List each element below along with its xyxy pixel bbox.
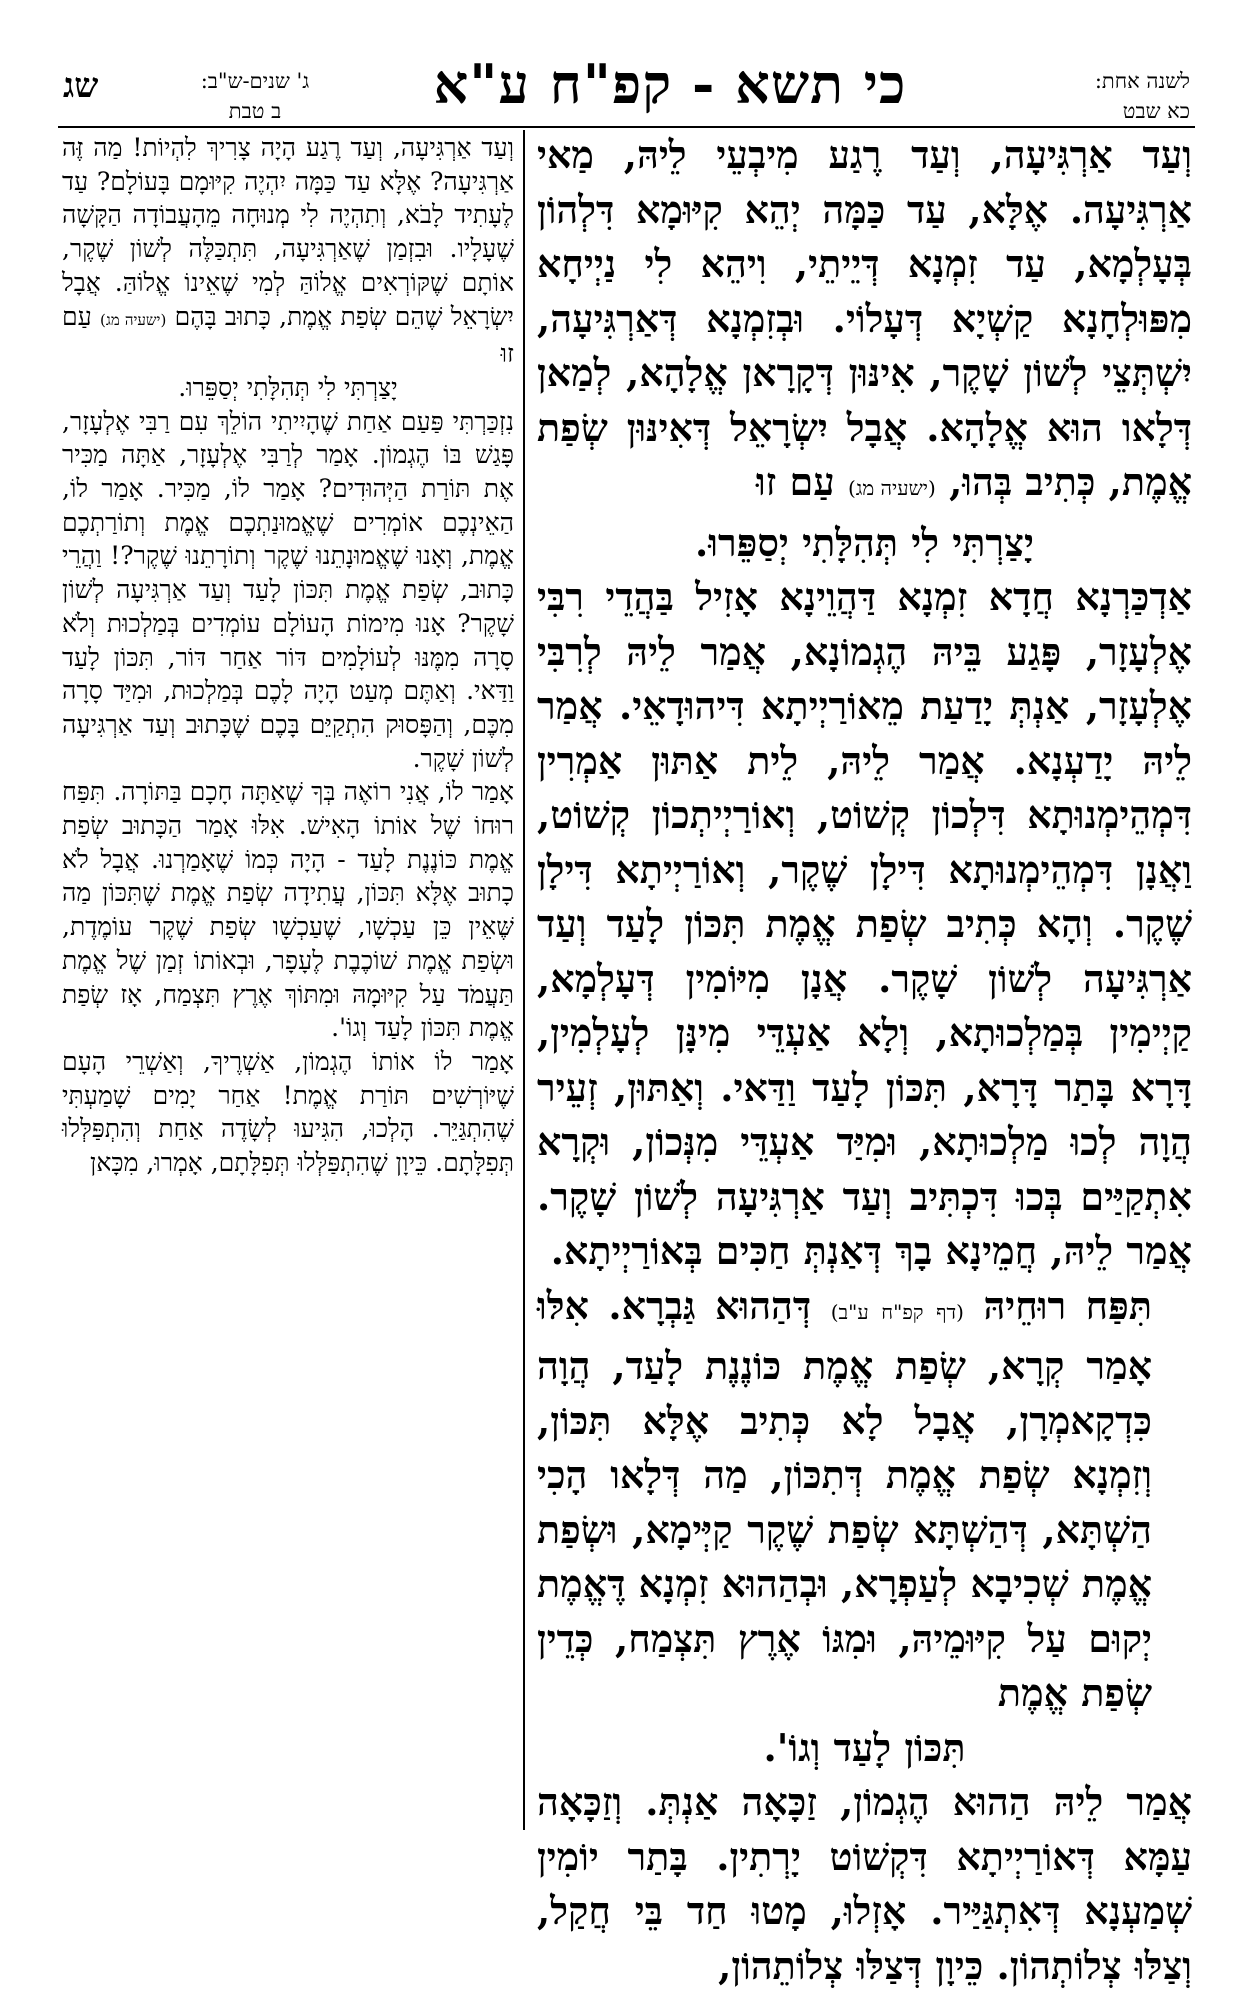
reading-schedule-three-years — [150, 66, 360, 126]
schedule-date: כא שבט — [1122, 99, 1190, 123]
schedule-label: לשנה אחת: — [1094, 69, 1190, 93]
translation-paragraph: אָמַר לוֹ אוֹתוֹ הֶגְמוֹן, אַשְׁרֶיךָ, וְאַשְׁרֵי הָעָם שֶׁיּוֹרְשִׁים תּוֹרַת אֱמֶת! אַחַר יָמִים שָׁמַעְתִּי שֶׁהִתְגַּיֵּר. הָלְכוּ, הִגִּיעוּ לְשָׂדֶה אַחַת וְהִתְפַּלְּלוּ תְּפִלָּתָם. כֵּיוָן שֶׁהִתְפַּלְּלוּ תְּפִלָּתָם, אָמְרוּ, מִכָּאן — [62, 1046, 514, 1178]
main-paragraph: אַדְכַּרְנָא חֲדָא זִמְנָא דַּהֲוֵינָא אָזִיל בַּהֲדֵי רִבִּי אֶלְעָזָר, פָּגַע בֵּיהּ הֶגְמוֹנָא, אֲמַר לֵיהּ לְרִבִּי אֶלְעָזָר, אַנְתְּ יָדַעַת מֵאוֹרַיְיתָא דִּיהוּדָאֵי. אֲמַר לֵיהּ יָדַעְנָא. אֲמַר לֵיהּ, לֵית אַתּוּן אַמְרִין דִּמְהֵימְנוּתָא דִּלְכוֹן קְשׁוֹט, וְאוֹרַיְיתְכוֹן קְשׁוֹט, וַאֲנָן דִּמְהֵימְנוּתָא דִּילָן שֶׁקֶר, וְאוֹרַיְיתָא דִּילָן שֶׁקֶר. וְהָא כְּתִיב שְׂפַת אֱמֶת תִּכּוֹן לָעַד וְעַד אַרְגִּיעָה לְשׁוֹן שָׁקֶר. אֲנָן מִיּוֹמִין דְּעָלְמָא, קַיְימִין בְּמַלְכוּתָא, וְלָא אַעְדֵּי מִינָּן לְעָלְמִין, דָּרָא בָּתַר דָּרָא, תִּכּוֹן לָעַד וַדַּאי. וְאַתּוּן, זְעֵיר הֲוָה לְכוּ מַלְכוּתָא, וּמִיַּד אַעְדֵּי מִנְּכוֹן, וּקְרָא אִתְקַיַּים בְּכוּ דִּכְתִּיב וְעַד אַרְגִּיעָה לְשׁוֹן שָׁקֶר. אֲמַר לֵיהּ, חֲמֵינָא בָךְ דְּאַנְתְּ חַכִּים בְּאוֹרַיְיתָא. — [537, 574, 1192, 1273]
page-title: כי תשא - קפ"ח ע"א — [433, 52, 907, 116]
main-text-column — [537, 128, 1192, 1988]
translation-text: עַם זוּ — [62, 301, 514, 369]
verse-line: יָצַרְתִּי לִי תְּהִלָּתִי יְסַפֵּרוּ. — [178, 372, 398, 402]
verse-line: תִּכּוֹן לָעַד וְגוֹ'. — [763, 1724, 966, 1770]
source-reference: (ישעיה מג) — [100, 310, 167, 329]
main-text: עַם זוּ — [755, 459, 835, 504]
main-paragraph — [537, 128, 1192, 516]
translation-paragraph — [62, 131, 514, 371]
schedule-label: ג' שנים-ש"ב: — [200, 69, 310, 93]
main-text: תִּפַּח רוּחֵיהּ — [983, 1282, 1152, 1328]
source-reference: (דף קפ"ח ע"ב) — [830, 1299, 964, 1324]
page-number: שג — [63, 66, 99, 106]
translation-text: וְעַד אַרְגִּיעָה, וְעַד רֶגַע הָיָה צָרִיךְ לִהְיוֹת! מַה זֶּה אַרְגִּיעָה? אֶלָּא עַד כַּמָּה יִהְיֶה קִיּוּמָם בָּעוֹלָם? עַד לֶעָתִיד לָבֹא, וְתִהְיֶה לִי מְנוּחָה מֵהָעֲבוֹדָה הַקָּשָׁה שֶׁעָלָיו. וּבִזְמַן שֶׁאַרְגִּיעָה, תִּתְכַּלֶּה לְשׁוֹן שֶׁקֶר, אוֹתָם שֶׁקּוֹרְאִים אֱלוֹהַּ לְמִי שֶׁאֵינוֹ אֱלוֹהַּ. אֲבָל יִשְׂרָאֵל שֶׁהֵם שְׂפַת אֱמֶת, כָּתוּב בָּהֶם — [62, 133, 514, 331]
translation-paragraph: אָמַר לוֹ, אֲנִי רוֹאֶה בְּךָ שֶׁאַתָּה חָכָם בַּתּוֹרָה. תִּפַּח רוּחוֹ שֶׁל אוֹתוֹ הָאִישׁ. אִלּוּ אָמַר הַכָּתוּב שְׂפַת אֱמֶת כּוֹנֶנֶת לָעַד - הָיָה כְּמוֹ שֶׁאָמַרְנוּ. אֲבָל לֹא כָתוּב אֶלָּא תִּכּוֹן, עֲתִידָה שְׂפַת אֱמֶת שֶׁתִּכּוֹן מַה שֶּׁאֵין כֵּן עַכְשָׁו, שֶׁעַכְשָׁו שְׂפַת שֶׁקֶר עוֹמֶדֶת, וּשְׂפַת אֱמֶת שׁוֹכֶבֶת לֶעָפָר, וּבְאוֹתוֹ זְמַן שֶׁל אֱמֶת תַּעֲמֹד עַל קִיּוּמָהּ וּמִתּוֹךְ אֶרֶץ תִּצְמַח, אָז שְׂפַת אֱמֶת תִּכּוֹן לָעַד וְגוֹ'. — [62, 777, 514, 1043]
main-paragraph — [537, 1279, 1192, 1721]
verse-line: יָצַרְתִּי לִי תְּהִלָּתִי יְסַפֵּרוּ. — [695, 519, 1034, 565]
main-text: וְעַד אַרְגִּיעָה, וְעַד רֶגַע מִיבְעֵי לֵיהּ, מַאי אַרְגִּיעָה. אֶלָּא, עַד כַּמָּה יְהֵא קִיּוּמָא דִּלְהוֹן בְּעָלְמָא, עַד זִמְנָא דְּיֵיתֵי, וִיהֵא לִי נַיְיחָא מִפּוּלְחָנָא קַשְׁיָא דְּעָלוֹי. וּבְזִמְנָא דְּאַרְגִּיעָה, יִשְׁתְּצֵי לְשׁוֹן שָׁקֶר, אִינּוּן דְּקָרָאן אֱלָהָא, לְמַאן דְּלָאו הוּא אֱלָהָא. אֲבָל יִשְׂרָאֵל דְּאִינּוּן שְׂפַת אֱמֶת, כְּתִיב בְּהוּ, — [537, 132, 1192, 504]
reading-schedule-one-year — [960, 66, 1190, 126]
schedule-date: ב טבת — [228, 99, 282, 123]
main-paragraph: אֲמַר לֵיהּ הַהוּא הֶגְמוֹן, זַכָּאָה אַנְתְּ. וְזַכָּאָה עַמָּא דְּאוֹרַיְיתָא דִּקְשׁוֹט יָרְתִין. בָּתַר יוֹמִין שְׁמַעְנָא דְּאִתְגַּיַּיר. אָזְלוּ, מָטוּ חַד בֵּי חֲקַל, וְצַלּוּ צְלוֹתְהוֹן. כֵּיוָן דְּצַלּוּ צְלוֹתֵהוֹן, — [537, 1779, 1192, 1988]
source-reference: (ישעיה מג) — [847, 476, 936, 500]
translation-column — [62, 131, 514, 1851]
column-divider — [523, 130, 525, 1830]
main-text: דְּהַהוּא גַּבְרָא. אִלּוּ אָמַר קְרָא, שְׂפַת אֱמֶת כּוֹנֶנֶת לָעַד, הֲוָה כִּדְקָאמְרָן, אֲבָל לָא כְּתִיב אֶלָּא תִּכּוֹן, וְזִמְנָא שְׂפַת אֱמֶת דְּתִכּוֹן, מַה דְּלָאו הָכִי הַשְׁתָּא, דְּהַשְׁתָּא שְׂפַת שֶׁקֶר קַיְּימָא, וּשְׂפַת אֱמֶת שְׁכִיבָא לְעַפְרָא, וּבְהַהוּא זִמְנָא דֶּאֱמֶת יְקוּם עַל קִיּוּמֵיהּ, וּמִגּוֹ אֶרֶץ תִּצְמַח, כְּדֵין שְׂפַת אֱמֶת — [537, 1282, 1152, 1715]
translation-paragraph: נִזְכַּרְתִּי פַּעַם אַחַת שֶׁהָיִיתִי הוֹלֵךְ עִם רַבִּי אֶלְעָזָר, פָּגַשׁ בּוֹ הֶגְמוֹן. אָמַר לְרַבִּי אֶלְעָזָר, אַתָּה מַכִּיר אֶת תּוֹרַת הַיְּהוּדִים? אָמַר לוֹ, מַכִּיר. אָמַר לוֹ, הַאֵינְכֶם אוֹמְרִים שֶׁאֱמוּנַתְכֶם אֱמֶת וְתוֹרַתְכֶם אֱמֶת, וְאָנוּ שֶׁאֱמוּנָתֵנוּ שֶׁקֶר וְתוֹרָתֵנוּ שֶׁקֶר?! וַהֲרֵי כָּתוּב, שְׂפַת אֱמֶת תִּכּוֹן לָעַד וְעַד אַרְגִּיעָה לְשׁוֹן שָׁקֶר? אָנוּ מִימוֹת הָעוֹלָם עוֹמְדִים בְּמַלְכוּת וְלֹא סָרָה מִמֶּנּוּ לְעוֹלָמִים דּוֹר אַחַר דּוֹר, תִּכּוֹן לָעַד וַדַּאי. וְאַתֶּם מְעַט הָיָה לָכֶם בְּמַלְכוּת, וּמִיַּד סָרָה מִכֶּם, וְהַפָּסוּק הִתְקַיֵּם בָּכֶם שֶׁכָּתוּב וְעַד אַרְגִּיעָה לְשׁוֹן שָׁקֶר. — [62, 406, 514, 773]
